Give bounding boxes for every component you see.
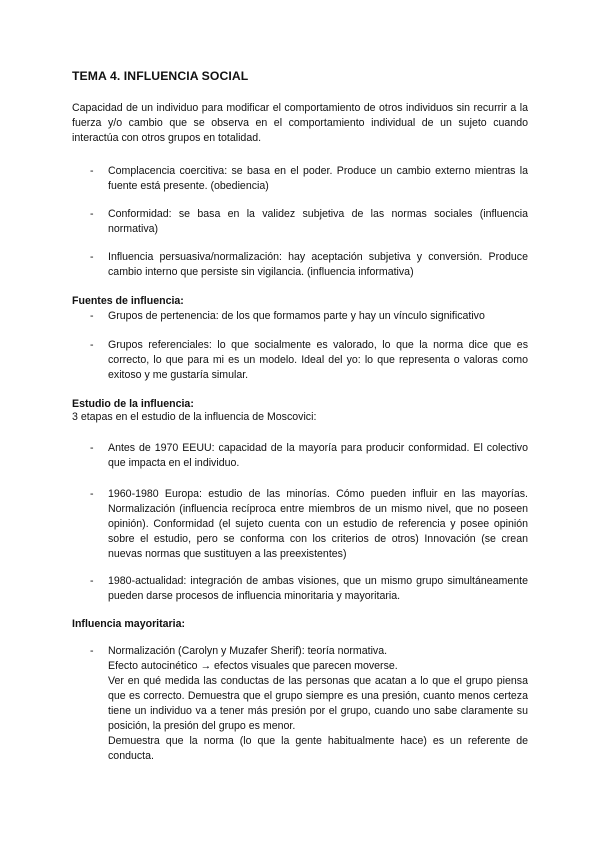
majority-line: Demuestra que la norma (lo que la gente habitualmente hace) es un referente de conducta. bbox=[108, 735, 528, 762]
list-item-text: 1980-actualidad: integración de ambas visiones, que un mismo grupo simultáneamente pueden darse procesos de influencia minoritaria y mayoritaria. bbox=[108, 575, 528, 602]
bullet-dash: - bbox=[90, 339, 94, 351]
bullet-dash: - bbox=[90, 575, 94, 587]
study-intro: 3 etapas en el estudio de la influencia de Moscovici: bbox=[72, 411, 317, 423]
intro-paragraph: Capacidad de un individuo para modificar el comportamiento de otros individuos sin recurrir a la fuerza y/o cambio que se observa en el comportamiento individual de un sujeto cuando interactúa con otros grupos en totalidad. bbox=[72, 102, 528, 144]
section-heading-study: Estudio de la influencia: bbox=[72, 398, 194, 410]
majority-line: Normalización (Carolyn y Muzafer Sherif): teoría normativa. bbox=[108, 645, 388, 657]
bullet-dash: - bbox=[90, 645, 94, 657]
list-item-text: Complacencia coercitiva: se basa en el poder. Produce un cambio externo mientras la fuente está presente. (obediencia) bbox=[108, 165, 528, 192]
section-heading-sources: Fuentes de influencia: bbox=[72, 295, 184, 307]
majority-line: Efecto autocinético → efectos visuales que parecen moverse. bbox=[108, 660, 398, 672]
bullet-dash: - bbox=[90, 488, 94, 500]
bullet-dash: - bbox=[90, 165, 94, 177]
list-item-text bbox=[108, 644, 528, 764]
list-item-text: Grupos de pertenencia: de los que formamos parte y hay un vínculo significativo bbox=[108, 310, 485, 322]
bullet-dash: - bbox=[90, 310, 94, 322]
list-item-text: Influencia persuasiva/normalización: hay aceptación subjetiva y conversión. Produce cambio interno que persiste sin vigilancia. (influencia informativa) bbox=[108, 251, 528, 278]
section-heading-majority: Influencia mayoritaria: bbox=[72, 618, 186, 630]
bullet-dash: - bbox=[90, 442, 94, 454]
list-item-text: Grupos referenciales: lo que socialmente es valorado, lo que la norma dice que es correcto, lo que para mi es un modelo. Ideal del yo: lo que representa o valoras como exitoso y me gustaría simular. bbox=[108, 339, 528, 381]
bullet-dash: - bbox=[90, 251, 94, 263]
list-item-text: 1960-1980 Europa: estudio de las minorías. Cómo pueden influir en las mayorías. Normalización (influencia recíproca entre miembros de un mismo nivel, que no poseen opinión). Conformidad (el sujeto cuenta con un estudio de referencia y posee opinión sobre el estudio, pero se conforma con los criterios de otros) Innovación (se crean nuevas normas que sustituyen a las preexistentes) bbox=[108, 488, 528, 560]
list-item-text: Conformidad: se basa en la validez subjetiva de las normas sociales (influencia normativa) bbox=[108, 208, 528, 235]
bullet-dash: - bbox=[90, 208, 94, 220]
list-item-text: Antes de 1970 EEUU: capacidad de la mayoría para producir conformidad. El colectivo que impacta en el individuo. bbox=[108, 442, 528, 469]
page-title: TEMA 4. INFLUENCIA SOCIAL bbox=[72, 69, 249, 83]
majority-line: Ver en qué medida las conductas de las personas que acatan a lo que el grupo piensa que es correcto. Demuestra que el grupo siempre es una presión, cuanto menos certeza tiene un individuo va a tener más presión por el grupo, cuando uno sabe claramente su posición, la presión del grupo es menor. bbox=[108, 675, 528, 732]
